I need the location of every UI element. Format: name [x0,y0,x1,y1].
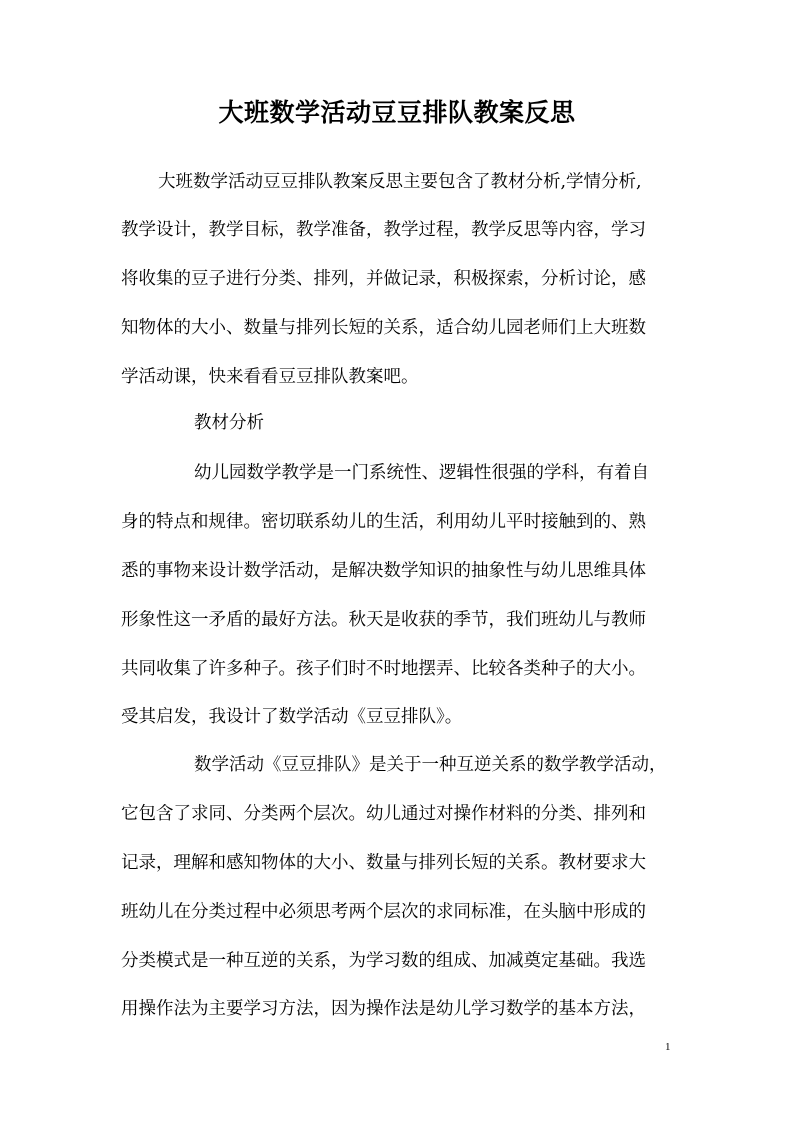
paragraph-line: 教学设计，教学目标，教学准备，教学过程，教学反思等内容，学习 [121,220,646,240]
page-number: 1 [665,1041,671,1053]
paragraph-line: 班幼儿在分类过程中必须思考两个层次的求同标准，在头脑中形成的 [121,902,646,922]
paragraph-line: 大班数学活动豆豆排队教案反思主要包含了教材分析,学情分析, [158,172,642,192]
paragraph-line: 身的特点和规律。密切联系幼儿的生活，利用幼儿平时接触到的、熟 [121,512,646,532]
paragraph-line: 记录，理解和感知物体的大小、数量与排列长短的关系。教材要求大 [121,853,646,873]
paragraph-line: 学活动课，快来看看豆豆排队教案吧。 [121,367,419,387]
paragraph-line: 悉的事物来设计数学活动，是解决数学知识的抽象性与幼儿思维具体 [121,561,646,581]
paragraph-line: 共同收集了许多种子。孩子们时不时地摆弄、比较各类种子的大小。 [121,659,646,679]
paragraph-line: 形象性这一矛盾的最好方法。秋天是收获的季节，我们班幼儿与教师 [121,610,646,630]
section-heading: 教材分析 [194,413,264,433]
paragraph-line: 分类模式是一种互逆的关系，为学习数的组成、加减奠定基础。我选 [121,951,646,971]
paragraph-line: 数学活动《豆豆排队》是关于一种互逆关系的数学教学活动， [194,755,667,775]
paragraph-line: 受其启发，我设计了数学活动《豆豆排队》。 [121,707,463,727]
paragraph-line: 知物体的大小、数量与排列长短的关系，适合幼儿园老师们上大班数 [121,318,646,338]
paragraph-line: 幼儿园数学教学是一门系统性、逻辑性很强的学科，有着自 [194,463,649,483]
paragraph-line: 将收集的豆子进行分类、排列，并做记录，积极探索，分析讨论，感 [121,269,646,289]
paragraph-line: 用操作法为主要学习方法，因为操作法是幼儿学习数学的基本方法， [121,999,646,1019]
paragraph-line: 它包含了求同、分类两个层次。幼儿通过对操作材料的分类、排列和 [121,804,646,824]
document-title: 大班数学活动豆豆排队教案反思 [218,98,576,127]
